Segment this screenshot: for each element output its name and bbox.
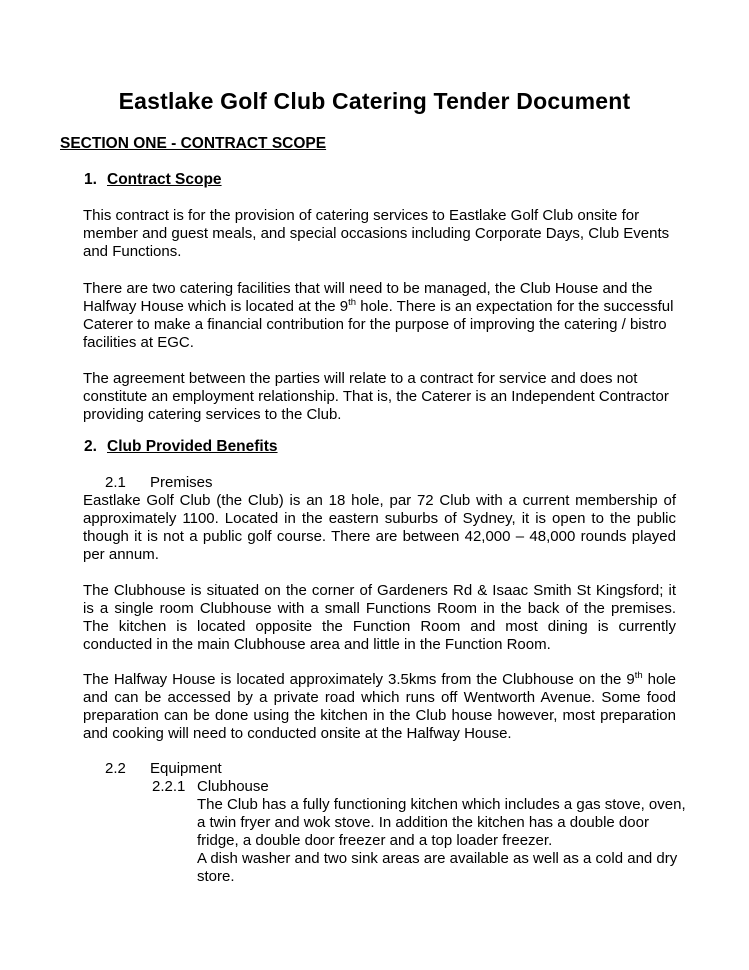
heading-club-provided-benefits-label: Club Provided Benefits — [107, 438, 278, 455]
heading-club-provided-benefits-number: 2. — [84, 438, 97, 455]
paragraph-halfway-house-text-continued: hole and can be accessed by a private road which runs off Wentworth Avenue. Some food preparation can be done using the kitchen in the Club house however, most preparation and cooking will need to conducted onsite at the Halfway House. — [83, 671, 676, 742]
ordinal-superscript: th — [634, 670, 643, 681]
heading-equipment-number: 2.2 — [105, 760, 126, 777]
heading-contract-scope — [84, 171, 749, 189]
paragraph-two-facilities-text: There are two catering facilities that will need to be managed, the Club House and the Halfway House which is located at the 9 — [83, 280, 653, 315]
heading-premises-number: 2.1 — [105, 474, 126, 491]
section-one-heading-text: SECTION ONE - CONTRACT SCOPE — [60, 135, 327, 152]
section-one-heading — [60, 135, 749, 153]
paragraph-dishwasher: A dish washer and two sink areas are available as well as a cold and dry store. — [197, 850, 678, 885]
paragraph-clubhouse-location: The Clubhouse is situated on the corner of Gardeners Rd & Isaac Smith St Kingsford; it is a single room Clubhouse with a small Functions Room in the back of the premises. The kitchen is located opposite the Function Room and most dining is currently conducted in the main Clubhouse area and little in the Function Room. — [83, 582, 676, 653]
heading-contract-scope-number: 1. — [84, 171, 97, 188]
paragraph-two-facilities-text-continued: hole. There is an expectation for the successful Caterer to make a financial contribution for the purpose of improving the catering / bistro facilities at EGC. — [83, 298, 674, 351]
heading-equipment-clubhouse-number: 2.2.1 — [152, 778, 186, 795]
heading-equipment-clubhouse — [152, 778, 749, 796]
heading-contract-scope-label: Contract Scope — [107, 171, 222, 188]
heading-premises-label: Premises — [150, 474, 213, 491]
heading-club-provided-benefits — [84, 438, 749, 456]
heading-premises — [105, 474, 749, 492]
document-title: Eastlake Golf Club Catering Tender Document — [118, 88, 631, 114]
paragraph-contract-intro: This contract is for the provision of catering services to Eastlake Golf Club onsite for member and guest meals, and special occasions including Corporate Days, Club Events and Functions. — [83, 207, 670, 260]
paragraph-clubhouse-kitchen: The Club has a fully functioning kitchen which includes a gas stove, oven, a twin fryer and wok stove. In addition the kitchen has a double door fridge, a double door freezer and a top loader freezer. — [197, 796, 686, 849]
heading-equipment-clubhouse-label: Clubhouse — [197, 778, 269, 795]
heading-equipment-label: Equipment — [150, 760, 222, 777]
paragraph-halfway-house — [83, 671, 676, 743]
paragraph-agreement: The agreement between the parties will relate to a contract for service and does not constitute an employment relationship. That is, the Caterer is an Independent Contractor providing catering services to the Club. — [83, 370, 669, 423]
paragraph-halfway-house-text: The Halfway House is located approximately 3.5kms from the Clubhouse on the 9 — [83, 671, 635, 688]
paragraph-premises-overview: Eastlake Golf Club (the Club) is an 18 hole, par 72 Club with a current membership of approximately 1100. Located in the eastern suburbs of Sydney, it is open to the public though it is not a public golf course. There are between 42,000 – 48,000 rounds played per annum. — [83, 492, 676, 563]
heading-equipment — [105, 760, 749, 778]
paragraph-two-facilities — [83, 280, 676, 352]
ordinal-superscript: th — [348, 297, 357, 308]
